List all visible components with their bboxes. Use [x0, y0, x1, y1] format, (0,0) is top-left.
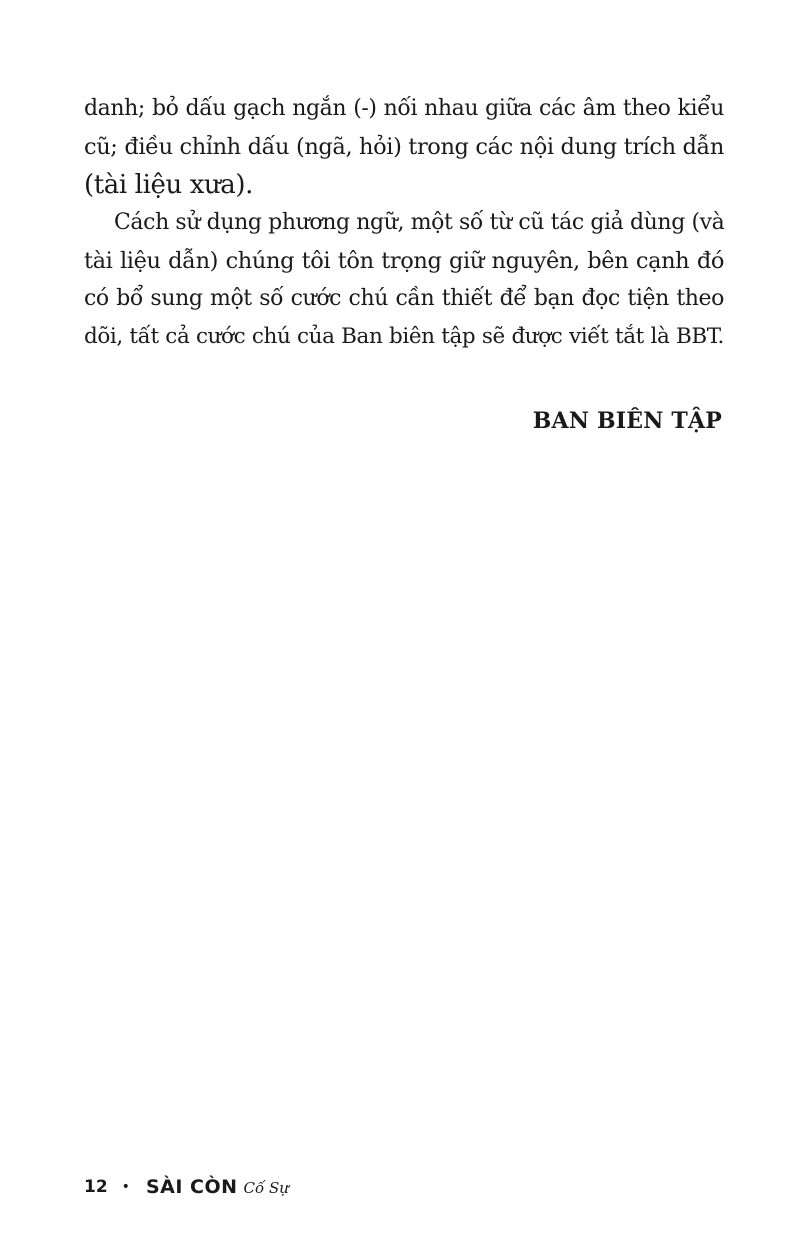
text-line: dõi, tất cả cước chú của Ban biên tập sẽ được viết tắt là BBT. — [84, 324, 724, 349]
page-body — [84, 90, 724, 356]
footer-bullet: • — [121, 1179, 130, 1195]
text-line: có bổ sung một số cước chú cần thiết để bạn đọc tiện theo — [84, 286, 724, 311]
book-subtitle: Cố Sự — [243, 1179, 289, 1197]
paragraph-2 — [84, 204, 724, 356]
text-line: danh; bỏ dấu gạch ngắn (-) nối nhau giữa các âm theo kiểu — [84, 96, 724, 121]
book-title: SÀI CÒN — [145, 1176, 238, 1198]
text-line: (tài liệu xưa). — [84, 170, 254, 200]
text-line: tài liệu dẫn) chúng tôi tôn trọng giữ nguyên, bên cạnh đó — [84, 248, 724, 274]
text-line: cũ; điều chỉnh dấu (ngã, hỏi) trong các nội dung trích dẫn — [84, 134, 724, 160]
text-line: Cách sử dụng phương ngữ, một số từ cũ tác giả dùng (và — [114, 210, 725, 235]
paragraph-1 — [84, 90, 724, 204]
page-footer — [84, 1176, 289, 1198]
page-number: 12 — [84, 1177, 108, 1197]
signature: BAN BIÊN TẬP — [532, 408, 722, 434]
